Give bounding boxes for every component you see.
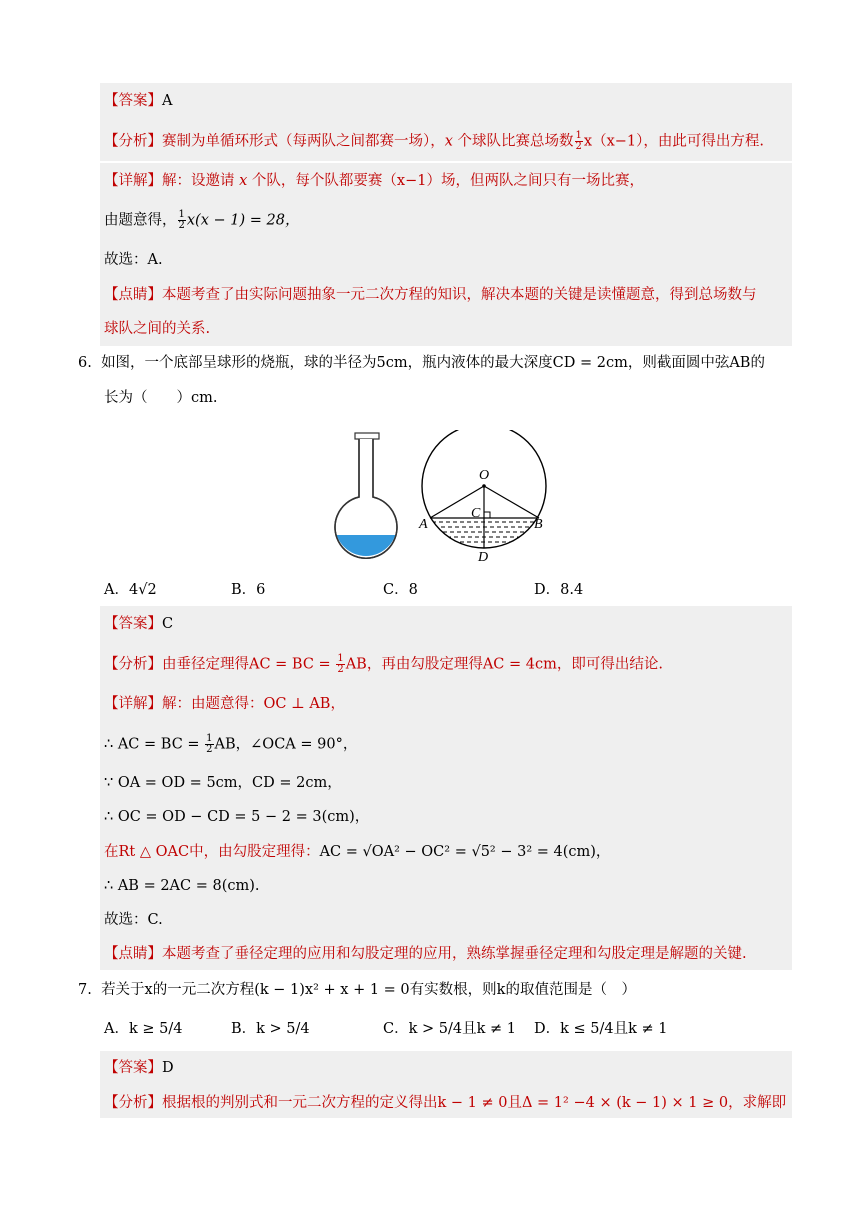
analysis-tag: 【分析】 [104, 133, 162, 150]
analysis-text: 根据根的判别式和一元二次方程的定义得出k − 1 ≠ 0且Δ = 1² −4 × (k − 1) × 1 ≥ 0，求解即 [162, 1095, 787, 1111]
option-letter: D． [534, 582, 561, 598]
q5-detail-line [104, 171, 644, 191]
option-value: 8 [408, 582, 418, 598]
question-stem: 如图，一个底部呈球形的烧瓶，球的半径为5cm，瓶内液体的最大深度CD = 2cm，则截面圆中弦AB的 [101, 355, 765, 371]
q7-analysis-line [104, 1093, 786, 1113]
q6-detail-line-6 [104, 876, 260, 896]
q7-option-b[interactable] [231, 1019, 310, 1039]
detail-text: ∴ AB = 2AC = 8(cm). [104, 878, 260, 894]
comment-text: 球队之间的关系. [104, 321, 211, 337]
answer-tag: 【答案】 [104, 1060, 162, 1076]
q6-option-b[interactable] [231, 580, 265, 600]
frac-num: 1 [337, 653, 344, 664]
q6-detail-line-2 [104, 734, 357, 755]
label-D: D [478, 550, 489, 565]
option-letter: A． [104, 582, 129, 598]
label-A: A [419, 517, 428, 532]
detail-text: ∴ OC = OD − CD = 5 − 2 = 3(cm)， [104, 809, 370, 825]
analysis-tag: 【分析】 [104, 1095, 162, 1111]
option-value: 8.4 [560, 582, 584, 598]
q5-comment-line-1 [104, 285, 757, 305]
fraction [178, 210, 186, 231]
analysis-text: 赛制为单循环形式（每两队之间都赛一场）， [162, 133, 445, 150]
equation-prefix: 由题意得， [104, 212, 177, 229]
q6-detail-line-3 [104, 773, 342, 793]
comment-tag: 【点睛】 [104, 946, 162, 962]
analysis-text: x（x−1），由此可得出方程. [583, 133, 765, 150]
circle-figure [415, 430, 555, 570]
q7-option-d[interactable] [534, 1019, 668, 1039]
frac-den: 2 [206, 744, 213, 755]
detail-text: 个队，每个队都要赛（x−1）场，但两队之间只有一场比赛， [247, 173, 644, 189]
q6-detail-line-1 [104, 694, 345, 714]
label-C: C [471, 506, 481, 521]
option-letter: B． [231, 1021, 257, 1037]
q6-option-d[interactable] [534, 580, 583, 600]
equation: x(x − 1) = 28， [186, 212, 300, 229]
q6-detail-line-4 [104, 807, 369, 827]
analysis-text: AB，再由勾股定理得AC = 4cm，即可得出结论. [345, 656, 663, 673]
detail-text: 解：设邀请 [162, 173, 240, 189]
answer-value: D [162, 1060, 174, 1076]
answer-tag: 【答案】 [104, 616, 162, 632]
q6-choose-line [104, 910, 163, 930]
answer-value: A [162, 93, 173, 109]
question-number: 6. [78, 355, 92, 371]
flask-figure [322, 425, 412, 565]
choose-text: 故选：A. [104, 252, 163, 268]
detail-text: 解：由题意得：OC ⊥ AB， [162, 696, 345, 712]
q6-comment-line [104, 944, 747, 964]
q5-answer-line [104, 91, 172, 111]
detail-var: x [239, 173, 248, 189]
analysis-text: 由垂径定理得AC = BC = [162, 656, 336, 673]
q5-analysis-line [104, 131, 764, 152]
answer-value: C [162, 616, 174, 632]
option-letter: C． [383, 1021, 409, 1037]
fraction [336, 654, 344, 675]
frac-num: 1 [178, 209, 185, 220]
detail-text: 在Rt △ OAC中，由勾股定理得： [104, 844, 320, 860]
q6-analysis-line [104, 654, 663, 675]
option-value: 4√2 [128, 582, 157, 598]
option-value: k ≥ 5/4 [128, 1021, 183, 1037]
question-stem: 若关于x的一元二次方程(k − 1)x² + x + 1 = 0有实数根，则k的取值范围是（ ） [101, 982, 636, 998]
q6-option-a[interactable] [104, 580, 157, 600]
q7-option-a[interactable] [104, 1019, 182, 1039]
option-value: k > 5/4且k ≠ 1 [408, 1021, 516, 1037]
q5-comment-line-2 [104, 319, 210, 339]
detail-text: AB，∠OCA = 90°， [214, 736, 358, 753]
option-value: k ≤ 5/4且k ≠ 1 [560, 1021, 668, 1037]
q7-stem-line [78, 980, 636, 1000]
option-letter: A． [104, 1021, 129, 1037]
q5-choose-line [104, 250, 163, 270]
analysis-var: x [444, 133, 453, 150]
option-letter: C． [383, 582, 409, 598]
comment-text: 本题考查了由实际问题抽象一元二次方程的知识，解决本题的关键是读懂题意，得到总场数与 [162, 287, 757, 303]
label-B: B [534, 517, 543, 532]
q7-answer-line [104, 1058, 174, 1078]
detail-text: ∴ AC = BC = [104, 736, 205, 753]
fraction [575, 131, 583, 152]
option-value: k > 5/4 [256, 1021, 310, 1037]
detail-tag: 【详解】 [104, 696, 162, 712]
analysis-text: 个球队比赛总场数 [452, 133, 574, 150]
answer-tag: 【答案】 [104, 93, 162, 109]
choose-text: 故选：C. [104, 912, 163, 928]
question-stem: 长为（ ）cm. [104, 390, 218, 406]
comment-text: 本题考查了垂径定理的应用和勾股定理的应用，熟练掌握垂径定理和勾股定理是解题的关键. [162, 946, 747, 962]
q6-detail-line-5 [104, 842, 610, 862]
analysis-tag: 【分析】 [104, 656, 162, 673]
q5-equation-line [104, 210, 299, 231]
detail-tag: 【详解】 [104, 173, 162, 189]
q6-answer-line [104, 614, 173, 634]
frac-num: 1 [575, 130, 582, 141]
detail-formula: AC = √OA² − OC² = √5² − 3² = 4(cm)， [319, 844, 611, 860]
frac-den: 2 [178, 220, 185, 231]
question-number: 7. [78, 982, 92, 998]
label-O: O [479, 468, 490, 483]
q6-option-c[interactable] [383, 580, 418, 600]
comment-tag: 【点睛】 [104, 287, 162, 303]
fraction [205, 734, 213, 755]
detail-text: ∵ OA = OD = 5cm，CD = 2cm， [104, 775, 342, 791]
option-letter: B． [231, 582, 257, 598]
option-letter: D． [534, 1021, 561, 1037]
q6-stem-line-2 [104, 388, 217, 408]
frac-den: 2 [575, 141, 582, 152]
frac-num: 1 [206, 733, 213, 744]
q6-stem-line-1 [78, 353, 765, 373]
frac-den: 2 [337, 664, 344, 675]
q7-option-c[interactable] [383, 1019, 516, 1039]
option-value: 6 [256, 582, 266, 598]
